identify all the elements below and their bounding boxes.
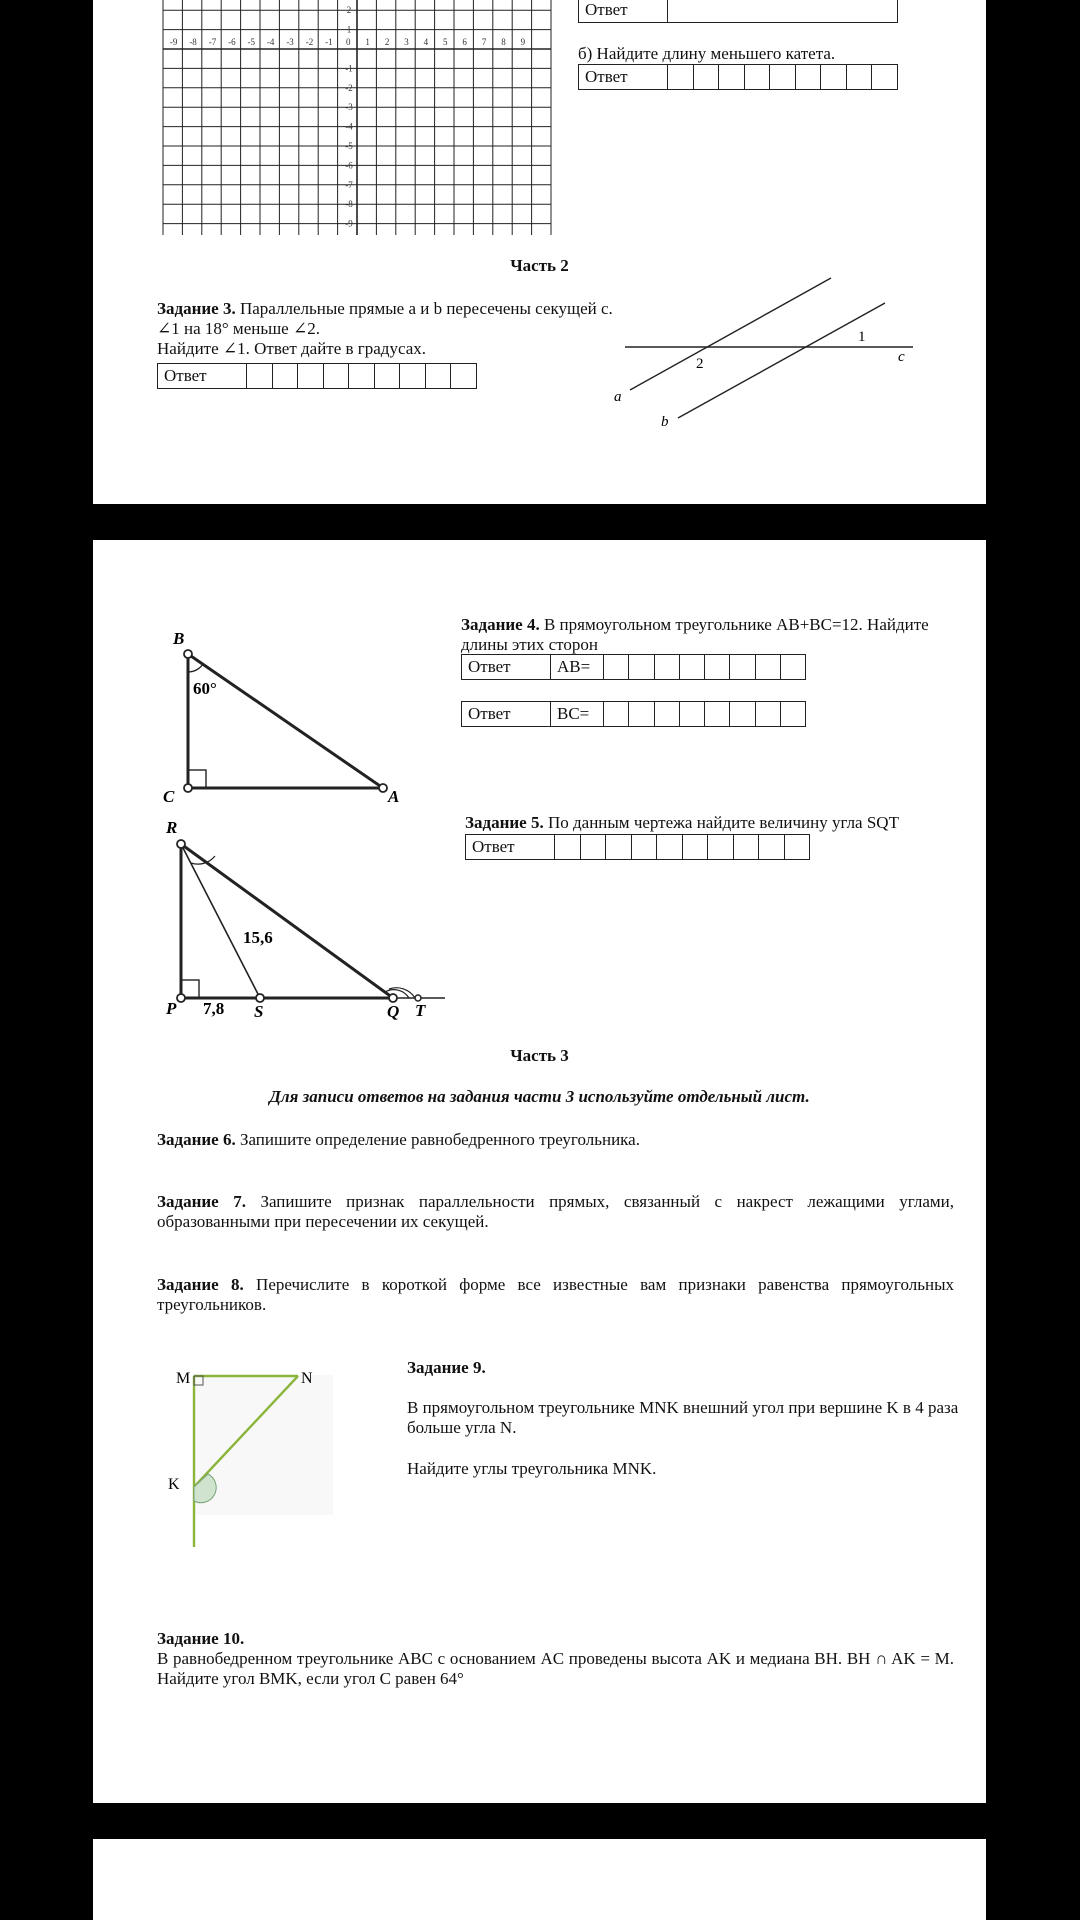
- x-tick-label: 6: [462, 37, 467, 47]
- part3-title: Часть 3: [510, 1046, 569, 1065]
- x-tick-label: -3: [286, 37, 294, 47]
- vertex-t-label: T: [415, 1001, 426, 1020]
- task4-heading: Задание 4.: [461, 615, 540, 634]
- answer-cell: [730, 702, 755, 727]
- vertex-n-label: N: [301, 1370, 313, 1387]
- answer-label: Ответ: [579, 0, 668, 23]
- task9-text: [407, 1358, 967, 1479]
- question-b: б) Найдите длину меньшего катета.: [578, 44, 836, 63]
- y-tick-label: -7: [345, 179, 353, 190]
- answer-cell: [247, 364, 273, 389]
- x-tick-label: -8: [189, 37, 197, 47]
- answer-cell: [682, 835, 708, 860]
- vertex-c-label: C: [163, 787, 175, 806]
- task10-body: В равнобедренном треугольнике ABC с основанием AC проведены высота AK и медиана BH. BH ∩ AK = M. Найдите угол BMK, если угол C равен 64°: [157, 1649, 954, 1688]
- x-tick-label: -5: [247, 37, 256, 47]
- coordinate-grid: [163, 0, 553, 240]
- answer-cell: [679, 655, 704, 680]
- answer-box-b[interactable]: [578, 64, 898, 90]
- y-tick-label: -3: [345, 102, 353, 113]
- task5-body: По данным чертежа найдите величину угла SQT: [547, 813, 899, 832]
- task9-line2: Найдите углы треугольника MNK.: [407, 1459, 657, 1478]
- answer-cell: [323, 364, 349, 389]
- task7-body: Запишите признак параллельности прямых, связанный с накрест лежащими углами, образованными при пересечении их секущей.: [157, 1192, 954, 1231]
- y-tick-label: 2: [346, 5, 352, 16]
- x-tick-label: 5: [443, 37, 448, 47]
- x-tick-label: -4: [266, 37, 275, 47]
- task5-heading: Задание 5.: [465, 813, 544, 832]
- answer-cell: [733, 835, 759, 860]
- y-tick-label: -2: [345, 82, 353, 93]
- answer-cell: [759, 835, 785, 860]
- answer-cell: [604, 702, 629, 727]
- ab-label: AB=: [551, 655, 604, 680]
- task5-text: [465, 813, 965, 833]
- answer-cell: [780, 702, 805, 727]
- answer-label: Ответ: [462, 655, 551, 680]
- bc-label: BC=: [551, 702, 604, 727]
- task9-line1: В прямоугольном треугольнике MNK внешний угол при вершине K в 4 раза больше угла N.: [407, 1398, 959, 1437]
- vertex-a-label: A: [388, 787, 400, 806]
- answer-cell: [693, 65, 719, 90]
- answer-cell: [784, 835, 810, 860]
- x-tick-label: 3: [404, 37, 409, 47]
- answer-cell: [400, 364, 426, 389]
- answer-cell: [872, 65, 898, 90]
- vertex-s-label: S: [254, 1002, 264, 1021]
- x-tick-label: 7: [481, 37, 487, 47]
- task4-text: [461, 615, 961, 655]
- figure-triangle-rpq: [153, 812, 453, 1021]
- part2-title: Часть 2: [510, 256, 569, 275]
- segment-rs-label: 15,6: [243, 928, 273, 947]
- answer-cell: [679, 702, 704, 727]
- x-tick-label: 1: [365, 37, 370, 47]
- x-tick-label: 8: [501, 37, 506, 47]
- answer-cell: [795, 65, 821, 90]
- answer-cell: [730, 655, 755, 680]
- answer-cell: [770, 65, 796, 90]
- answer-cell: [780, 655, 805, 680]
- answer-input[interactable]: [668, 0, 898, 23]
- task4-body: В прямоугольном треугольнике AB+BC=12. Найдите длины этих сторон: [461, 615, 929, 654]
- answer-cell: [755, 702, 780, 727]
- task10-text: [157, 1629, 954, 1689]
- task3-line1: Параллельные прямые a и b пересечены секущей c.: [239, 299, 613, 318]
- angle-2-label: 2: [696, 356, 704, 372]
- answer-box-bc[interactable]: [461, 701, 806, 727]
- answer-box-task3[interactable]: [157, 363, 477, 389]
- vertex-k-label: K: [168, 1476, 180, 1493]
- line-a-label: a: [614, 389, 622, 405]
- x-tick-label: 9: [520, 37, 526, 47]
- x-tick-label: -1: [325, 37, 333, 47]
- task6-text: [157, 1130, 954, 1150]
- y-tick-label: -8: [345, 199, 353, 210]
- answer-box-task5[interactable]: [465, 834, 810, 860]
- answer-cell: [631, 835, 657, 860]
- y-tick-label: 1: [346, 24, 352, 35]
- vertex-m-label: M: [176, 1370, 191, 1387]
- page-1: [93, 0, 986, 504]
- part3-note: Для записи ответов на задания части 3 используйте отдельный лист.: [269, 1087, 810, 1106]
- answer-cell: [705, 702, 730, 727]
- task6-body: Запишите определение равнобедренного треугольника.: [239, 1130, 640, 1149]
- task3-heading: Задание 3.: [157, 299, 236, 318]
- x-tick-label: 0: [346, 37, 351, 47]
- answer-cell: [708, 835, 734, 860]
- answer-cell: [555, 835, 581, 860]
- x-tick-label: 2: [384, 37, 390, 47]
- answer-cell: [451, 364, 477, 389]
- task8-heading: Задание 8.: [157, 1275, 244, 1294]
- answer-cell: [846, 65, 872, 90]
- vertex-b-label: B: [173, 629, 185, 648]
- task9-heading: Задание 9.: [407, 1358, 486, 1377]
- vertex-p-label: P: [166, 999, 177, 1018]
- answer-cell: [821, 65, 847, 90]
- y-tick-label: -4: [345, 121, 353, 132]
- angle-1-label: 1: [858, 329, 866, 345]
- x-tick-label: -9: [169, 37, 178, 47]
- angle-60-label: 60°: [193, 679, 217, 698]
- x-tick-label: 4: [423, 37, 429, 47]
- vertex-r-label: R: [166, 818, 178, 837]
- answer-cell: [580, 835, 606, 860]
- task3-line3: Найдите ∠1. Ответ дайте в градусах.: [157, 339, 427, 358]
- page-2: [93, 540, 986, 1803]
- line-b-label: b: [661, 414, 669, 430]
- line-c-label: c: [898, 349, 905, 365]
- answer-box-ab[interactable]: [461, 654, 806, 680]
- answer-cell: [654, 655, 679, 680]
- answer-cell: [349, 364, 375, 389]
- answer-cell: [425, 364, 451, 389]
- answer-cell: [374, 364, 400, 389]
- answer-cell: [272, 364, 298, 389]
- answer-cell: [705, 655, 730, 680]
- task3-line2: ∠1 на 18° меньше ∠2.: [157, 319, 320, 338]
- answer-label: Ответ: [462, 702, 551, 727]
- answer-cell: [668, 65, 694, 90]
- y-tick-label: -1: [345, 63, 353, 74]
- answer-label: Ответ: [579, 65, 668, 90]
- segment-ps-label: 7,8: [203, 999, 225, 1018]
- answer-cell: [744, 65, 770, 90]
- task7-heading: Задание 7.: [157, 1192, 246, 1211]
- task7-text: [157, 1192, 954, 1232]
- task3-text: [157, 299, 677, 359]
- vertex-q-label: Q: [387, 1002, 400, 1021]
- answer-label: Ответ: [466, 835, 555, 860]
- x-tick-label: -2: [305, 37, 314, 47]
- x-tick-label: -7: [208, 37, 217, 47]
- answer-cell: [657, 835, 683, 860]
- y-tick-label: -6: [345, 160, 353, 171]
- answer-cell: [629, 702, 654, 727]
- answer-cell: [719, 65, 745, 90]
- page-3: [93, 1839, 986, 1920]
- answer-cell: [629, 655, 654, 680]
- task8-text: [157, 1275, 954, 1315]
- y-tick-label: -5: [345, 141, 353, 151]
- answer-cell: [606, 835, 632, 860]
- task6-heading: Задание 6.: [157, 1130, 236, 1149]
- figure-triangle-abc: [153, 620, 400, 810]
- answer-cell: [604, 655, 629, 680]
- task8-body: Перечислите в короткой форме все известные вам признаки равенства прямоугольных треугольников.: [157, 1275, 955, 1314]
- answer-label: Ответ: [158, 364, 247, 389]
- answer-cell: [755, 655, 780, 680]
- figure-triangle-mnk: [163, 1365, 393, 1550]
- figure-parallel-lines: [614, 265, 923, 435]
- answer-box-a[interactable]: [578, 0, 898, 23]
- answer-cell: [298, 364, 324, 389]
- answer-cell: [654, 702, 679, 727]
- y-tick-label: -9: [345, 218, 353, 229]
- x-tick-label: -6: [228, 37, 236, 47]
- task10-heading: Задание 10.: [157, 1629, 245, 1648]
